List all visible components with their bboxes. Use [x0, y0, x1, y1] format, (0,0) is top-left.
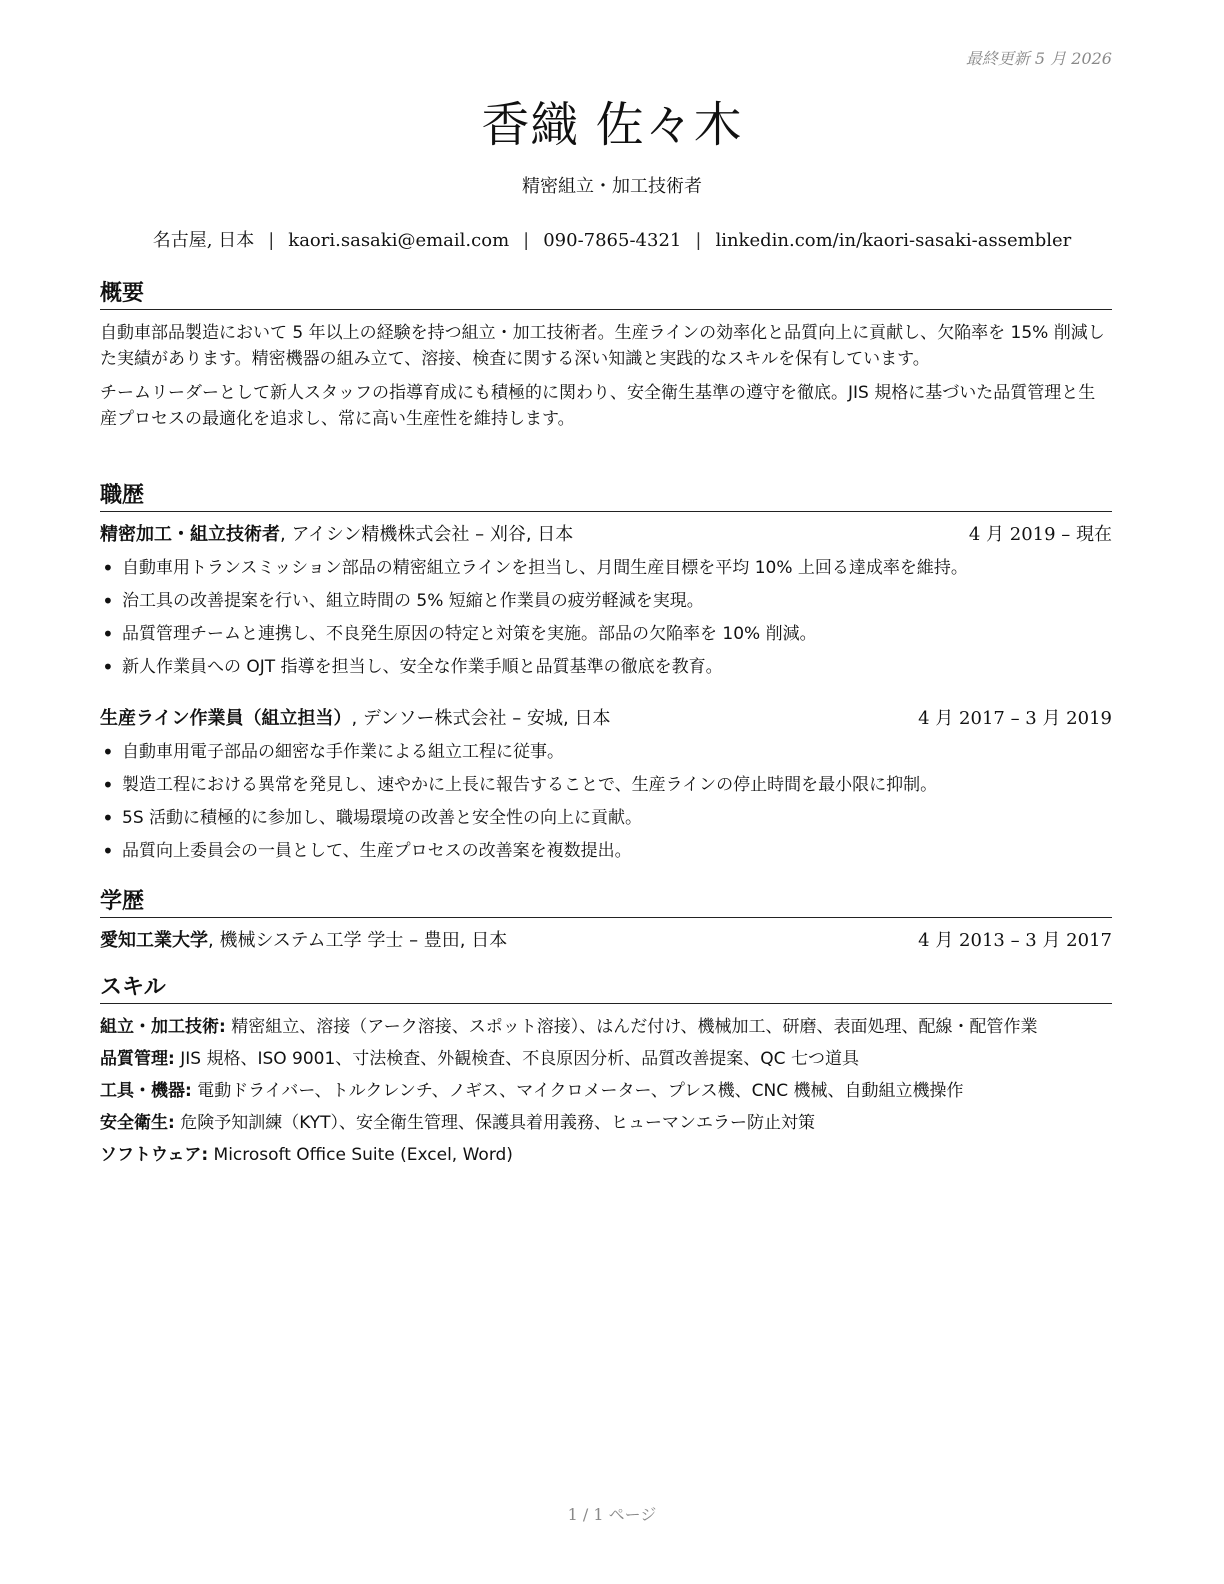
education-date: 4 月 2013 – 3 月 2017	[918, 930, 1112, 951]
skill-row	[100, 1142, 1112, 1168]
last-updated: 最終更新 5 月 2026	[965, 49, 1112, 68]
skills-section	[100, 970, 1112, 1174]
summary-paragraph: 自動車部品製造において 5 年以上の経験を持つ組立・加工技術者。生産ラインの効率化と品質向上に貢献し、欠陥率を 15% 削減した実績があります。精密機器の組み立て、溶接、検査に関する深い知識と実践的なスキルを保有しています。	[100, 323, 1105, 369]
job-company: , デンソー株式会社 – 安城, 日本	[351, 708, 611, 729]
summary-paragraph: チームリーダーとして新人スタッフの指導育成にも積極的に関わり、安全衛生基準の遵守を徹底。JIS 規格に基づいた品質管理と生産プロセスの最適化を追求し、常に高い生産性を維持します。	[100, 383, 1096, 429]
summary-section	[100, 276, 1112, 440]
contact-email[interactable]: kaori.sasaki@email.com	[288, 230, 510, 251]
list-item: • 治工具の改善提案を行い、組立時間の 5% 短縮と作業員の疲労軽減を実現。	[100, 585, 1112, 618]
contact-separator: |	[523, 230, 530, 251]
candidate-role: 精密組立・加工技術者	[522, 176, 702, 197]
skill-label: 組立・加工技術:	[100, 1017, 226, 1037]
list-item: • 自動車用電子部品の細密な手作業による組立工程に従事。	[100, 736, 1112, 769]
section-title: 職歴	[100, 478, 1112, 512]
skill-label: 品質管理:	[100, 1049, 175, 1069]
skill-label: ソフトウェア:	[100, 1145, 209, 1165]
list-item: • 5S 活動に積極的に参加し、職場環境の改善と安全性の向上に貢献。	[100, 802, 1112, 835]
contact-location: 名古屋, 日本	[152, 230, 255, 251]
skill-row	[100, 1078, 1112, 1104]
section-title: 概要	[100, 276, 1112, 310]
experience-section	[100, 478, 1112, 868]
job-date: 4 月 2019 – 現在	[968, 524, 1112, 545]
job-header	[100, 522, 1112, 548]
job-date: 4 月 2017 – 3 月 2019	[918, 708, 1112, 729]
candidate-name: 香織 佐々木	[481, 97, 743, 153]
skill-value: Microsoft Office Suite (Excel, Word)	[208, 1145, 513, 1165]
list-item: • 製造工程における異常を発見し、速やかに上長に報告することで、生産ラインの停止時間を最小限に抑制。	[100, 769, 1112, 802]
job-position: 生産ライン作業員（組立担当）	[100, 708, 352, 729]
list-item: • 品質管理チームと連携し、不良発生原因の特定と対策を実施。部品の欠陥率を 10% 削減。	[100, 618, 1112, 651]
job-entry	[100, 522, 1112, 684]
section-title: スキル	[100, 970, 1112, 1004]
section-title: 学歴	[100, 884, 1112, 918]
skill-value: 電動ドライバー、トルクレンチ、ノギス、マイクロメーター、プレス機、CNC 機械、自動組立機操作	[191, 1081, 964, 1101]
list-item: • 品質向上委員会の一員として、生産プロセスの改善案を複数提出。	[100, 835, 1112, 868]
contact-phone: 090-7865-4321	[543, 230, 682, 251]
contact-linkedin[interactable]: linkedin.com/in/kaori-sasaki-assembler	[715, 230, 1072, 251]
job-bullets	[100, 552, 1112, 684]
education-entry	[100, 928, 1112, 954]
list-item: • 自動車用トランスミッション部品の精密組立ラインを担当し、月間生産目標を平均 10% 上回る達成率を維持。	[100, 552, 1112, 585]
education-detail: , 機械システム工学 学士 – 豊田, 日本	[208, 930, 508, 951]
skill-row	[100, 1110, 1112, 1136]
skill-value: JIS 規格、ISO 9001、寸法検査、外観検査、不良原因分析、品質改善提案、QC 七つ道具	[174, 1049, 859, 1069]
contact-line	[0, 226, 1224, 252]
list-item: • 新人作業員への OJT 指導を担当し、安全な作業手順と品質基準の徹底を教育。	[100, 651, 1112, 684]
skill-row	[100, 1014, 1112, 1040]
job-position: 精密加工・組立技術者	[100, 524, 280, 545]
job-company: , アイシン精機株式会社 – 刈谷, 日本	[280, 524, 574, 545]
education-section	[100, 884, 1112, 954]
skill-label: 工具・機器:	[100, 1081, 192, 1101]
contact-separator: |	[268, 230, 275, 251]
page-number: 1 / 1 ページ	[567, 1505, 657, 1524]
job-bullets	[100, 736, 1112, 868]
education-school: 愛知工業大学	[100, 930, 208, 951]
contact-separator: |	[695, 230, 702, 251]
job-header	[100, 706, 1112, 732]
skill-row	[100, 1046, 1112, 1072]
skill-label: 安全衛生:	[100, 1113, 175, 1133]
job-entry	[100, 706, 1112, 868]
skill-value: 危険予知訓練（KYT）、安全衛生管理、保護具着用義務、ヒューマンエラー防止対策	[174, 1113, 816, 1133]
skill-value: 精密組立、溶接（アーク溶接、スポット溶接）、はんだ付け、機械加工、研磨、表面処理、配線・配管作業	[225, 1017, 1038, 1037]
